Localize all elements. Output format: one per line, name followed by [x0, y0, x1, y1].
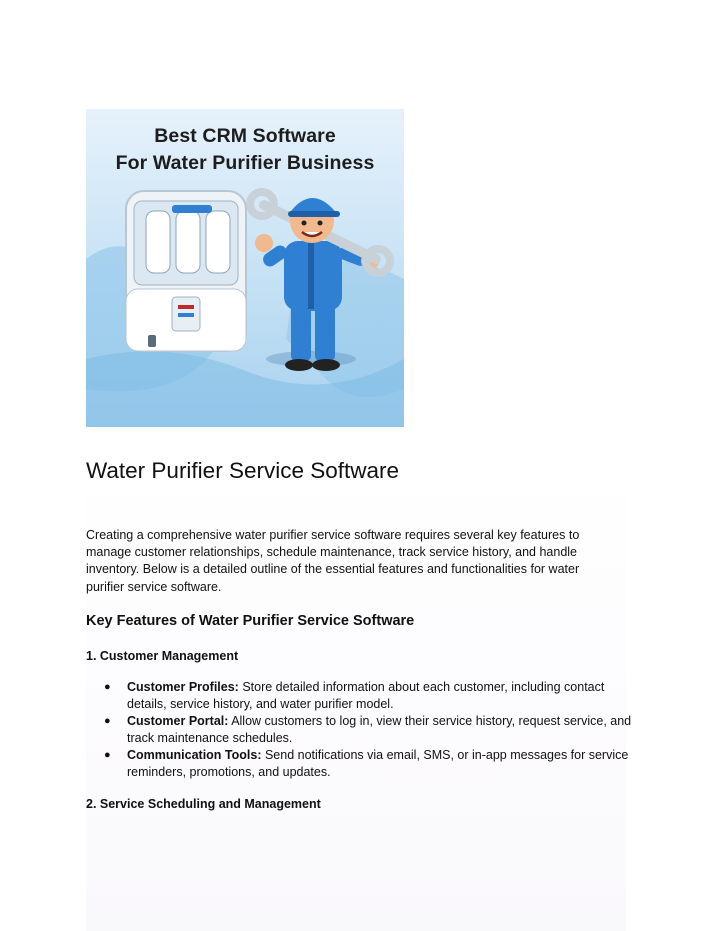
section-heading: Key Features of Water Purifier Service Software: [86, 613, 415, 629]
list-item-label: Communication Tools:: [127, 748, 262, 762]
feature-list: [86, 679, 646, 781]
intro-paragraph: Creating a comprehensive water purifier service software requires several key features to manage customer relationships, schedule maintenance, track service history, and handle inventory. Below is a detailed outline of the essential features and functionalities for water purifier service software.: [86, 528, 580, 594]
bullet-icon: ●: [104, 715, 111, 727]
hero-title-line-2: For Water Purifier Business: [115, 152, 375, 174]
list-item: [86, 747, 646, 781]
list-item-text: Allow customers to log in, view their service history, request service, and track maintenance schedules.: [127, 714, 632, 745]
list-item-label: Customer Profiles:: [127, 680, 239, 694]
bullet-icon: ●: [104, 681, 111, 693]
hero-title-line-1: Best CRM Software: [154, 125, 336, 147]
subheading-service-scheduling: 2. Service Scheduling and Management: [86, 797, 321, 811]
list-item-label: Customer Portal:: [127, 714, 229, 728]
list-item: [86, 679, 646, 713]
list-item-text: Send notifications via email, SMS, or in-app messages for service reminders, promotions, and updates.: [127, 748, 629, 779]
list-item-text: Store detailed information about each customer, including contact details, service history, and water purifier model.: [127, 680, 605, 711]
document-title: Water Purifier Service Software: [86, 458, 400, 483]
list-item: [86, 713, 646, 747]
hero-image: [86, 109, 404, 427]
subheading-customer-management: 1. Customer Management: [86, 649, 239, 663]
bullet-icon: ●: [104, 749, 111, 761]
